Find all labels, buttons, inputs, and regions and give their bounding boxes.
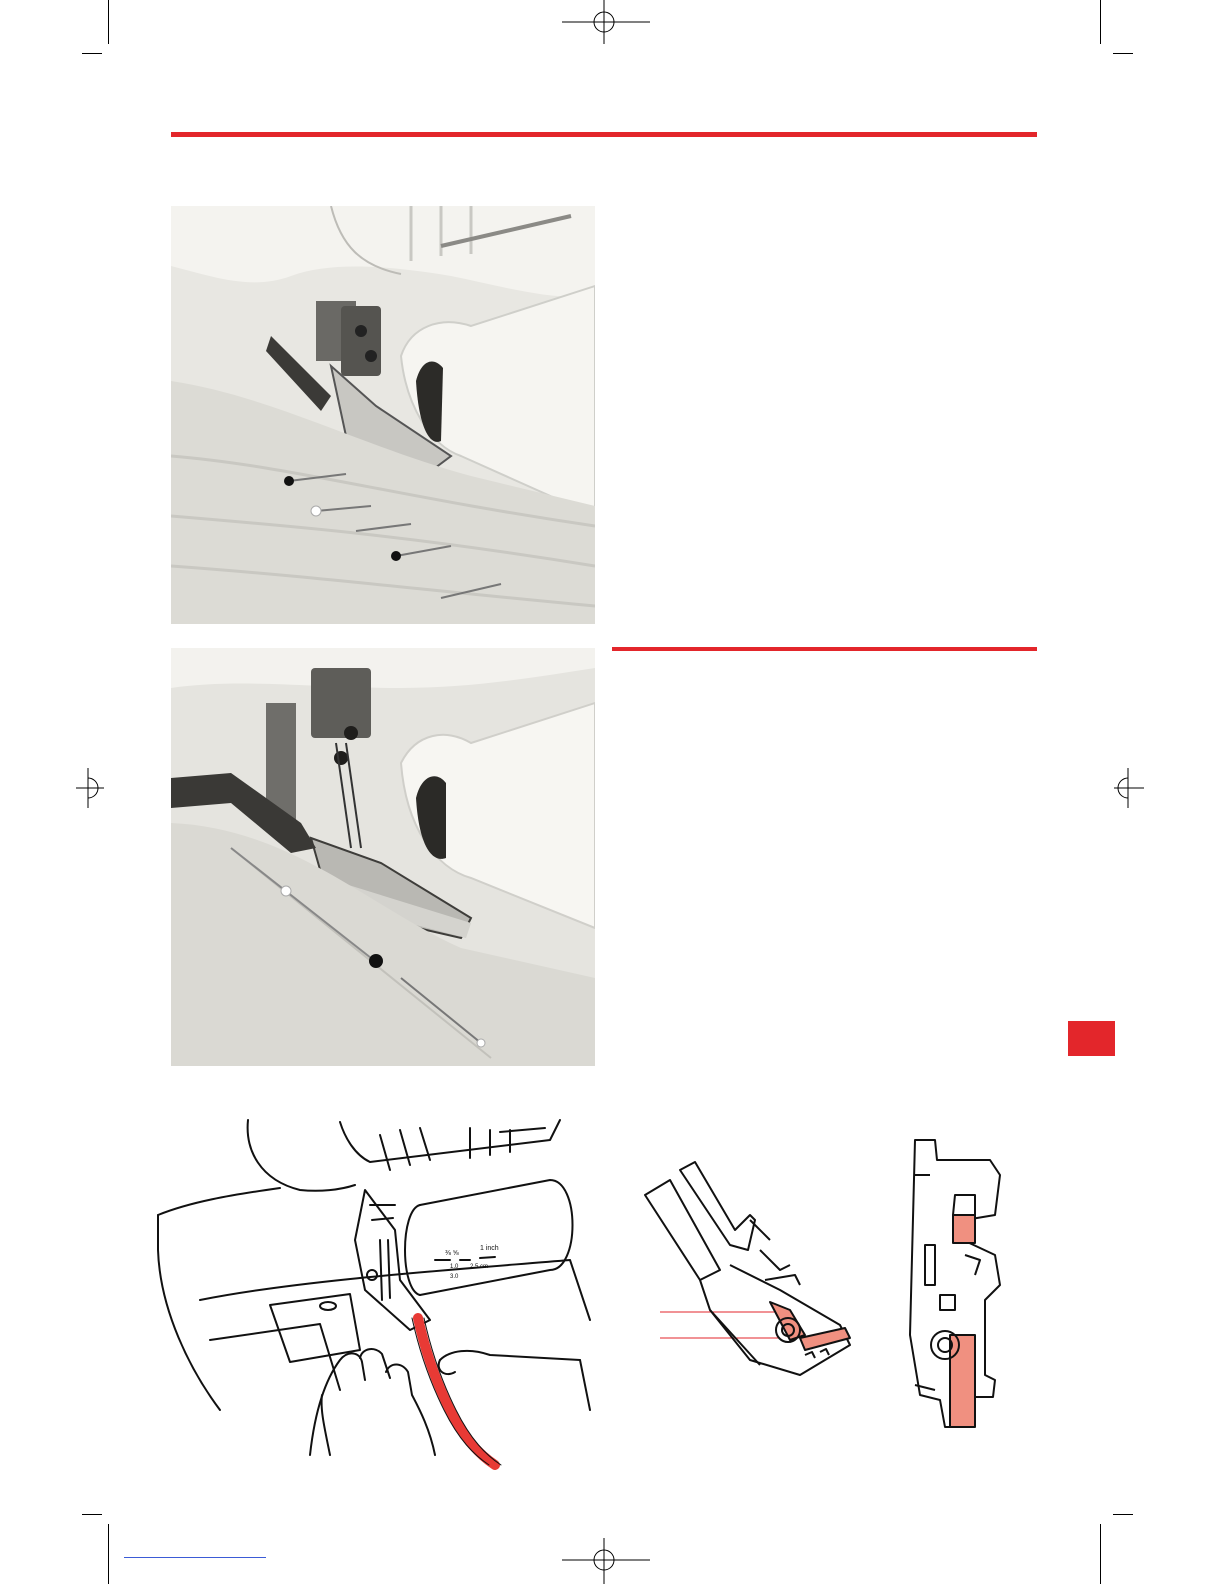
crop-mark-icon — [108, 0, 109, 44]
illustration-piping-foot — [640, 1160, 860, 1390]
section-rule — [612, 647, 1037, 651]
seam-guide-mark-1: ⅜ ⅝ — [445, 1250, 459, 1257]
crop-mark-icon — [1113, 1514, 1133, 1515]
crop-mark-icon — [108, 1524, 109, 1584]
seam-guide-mark-5: 3.0 — [450, 1274, 459, 1280]
registration-mark-icon — [560, 0, 652, 46]
photo-pintucks — [171, 206, 595, 624]
registration-mark-icon — [1112, 768, 1144, 808]
link-underline — [124, 1557, 266, 1558]
crop-mark-icon — [1113, 53, 1133, 54]
crop-mark-icon — [1100, 0, 1101, 44]
crop-mark-icon — [82, 53, 102, 54]
seam-guide-mark-4: 2.5 cm — [470, 1264, 489, 1270]
crop-mark-icon — [1100, 1524, 1101, 1584]
photo-piping — [171, 648, 595, 1066]
registration-mark-icon — [560, 1538, 652, 1584]
seam-guide-mark-2: 1 inch — [480, 1245, 499, 1252]
illustration-sewing-tape — [150, 1110, 610, 1470]
header-rule — [171, 132, 1037, 137]
illustration-piping-foot-top — [905, 1135, 1015, 1430]
registration-mark-icon — [76, 768, 106, 808]
crop-mark-icon — [82, 1514, 102, 1515]
seam-guide-mark-3: 1.0 — [450, 1264, 459, 1270]
section-tab-icon — [1068, 1021, 1115, 1056]
